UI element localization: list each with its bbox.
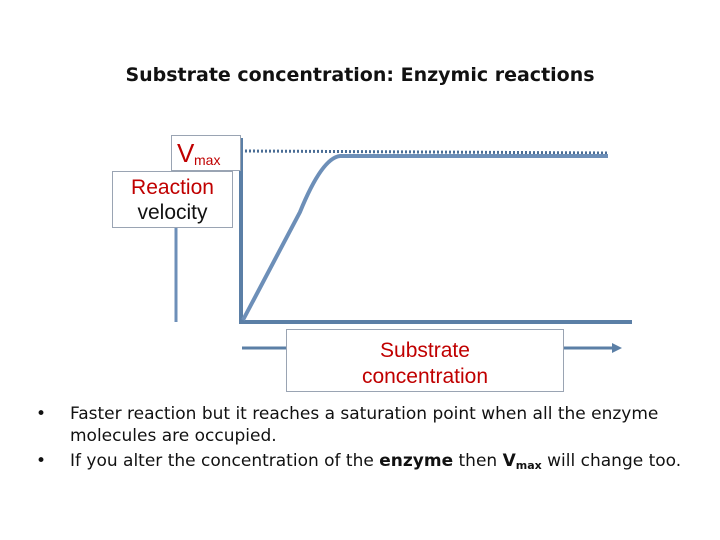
x-axis-label bbox=[286, 329, 564, 392]
bullet-text-post: will change too. bbox=[541, 451, 682, 471]
bullet-item bbox=[36, 450, 696, 477]
slide-title: Substrate concentration: Enzymic reactions bbox=[125, 64, 595, 86]
bullet-item bbox=[36, 403, 696, 447]
vmax-dotted-line bbox=[245, 151, 608, 153]
vmax-label bbox=[171, 135, 241, 171]
saturation-curve bbox=[243, 156, 608, 320]
bullet-text-mid: then bbox=[453, 451, 503, 471]
velocity-label: velocity bbox=[137, 201, 208, 224]
vmax-v-text: V bbox=[177, 138, 195, 168]
bullet-text-pre: If you alter the concentration of the bbox=[70, 451, 380, 471]
bullet-text-v: V bbox=[502, 451, 516, 471]
bullet-text-vmax-sub: max bbox=[515, 459, 542, 472]
vmax-subscript: max bbox=[194, 152, 221, 168]
substrate-label: Substrate bbox=[380, 339, 470, 362]
bullet-list bbox=[36, 403, 696, 480]
y-axis-label bbox=[112, 171, 233, 228]
bullet-marker: • bbox=[36, 404, 47, 424]
bullet-marker: • bbox=[36, 451, 47, 471]
bullet-text-enzyme: enzyme bbox=[379, 451, 454, 471]
reaction-label: Reaction bbox=[131, 176, 214, 199]
bullet-text: Faster reaction but it reaches a saturation point when all the enzyme molecules are occupied. bbox=[70, 404, 659, 446]
concentration-label: concentration bbox=[361, 365, 489, 388]
